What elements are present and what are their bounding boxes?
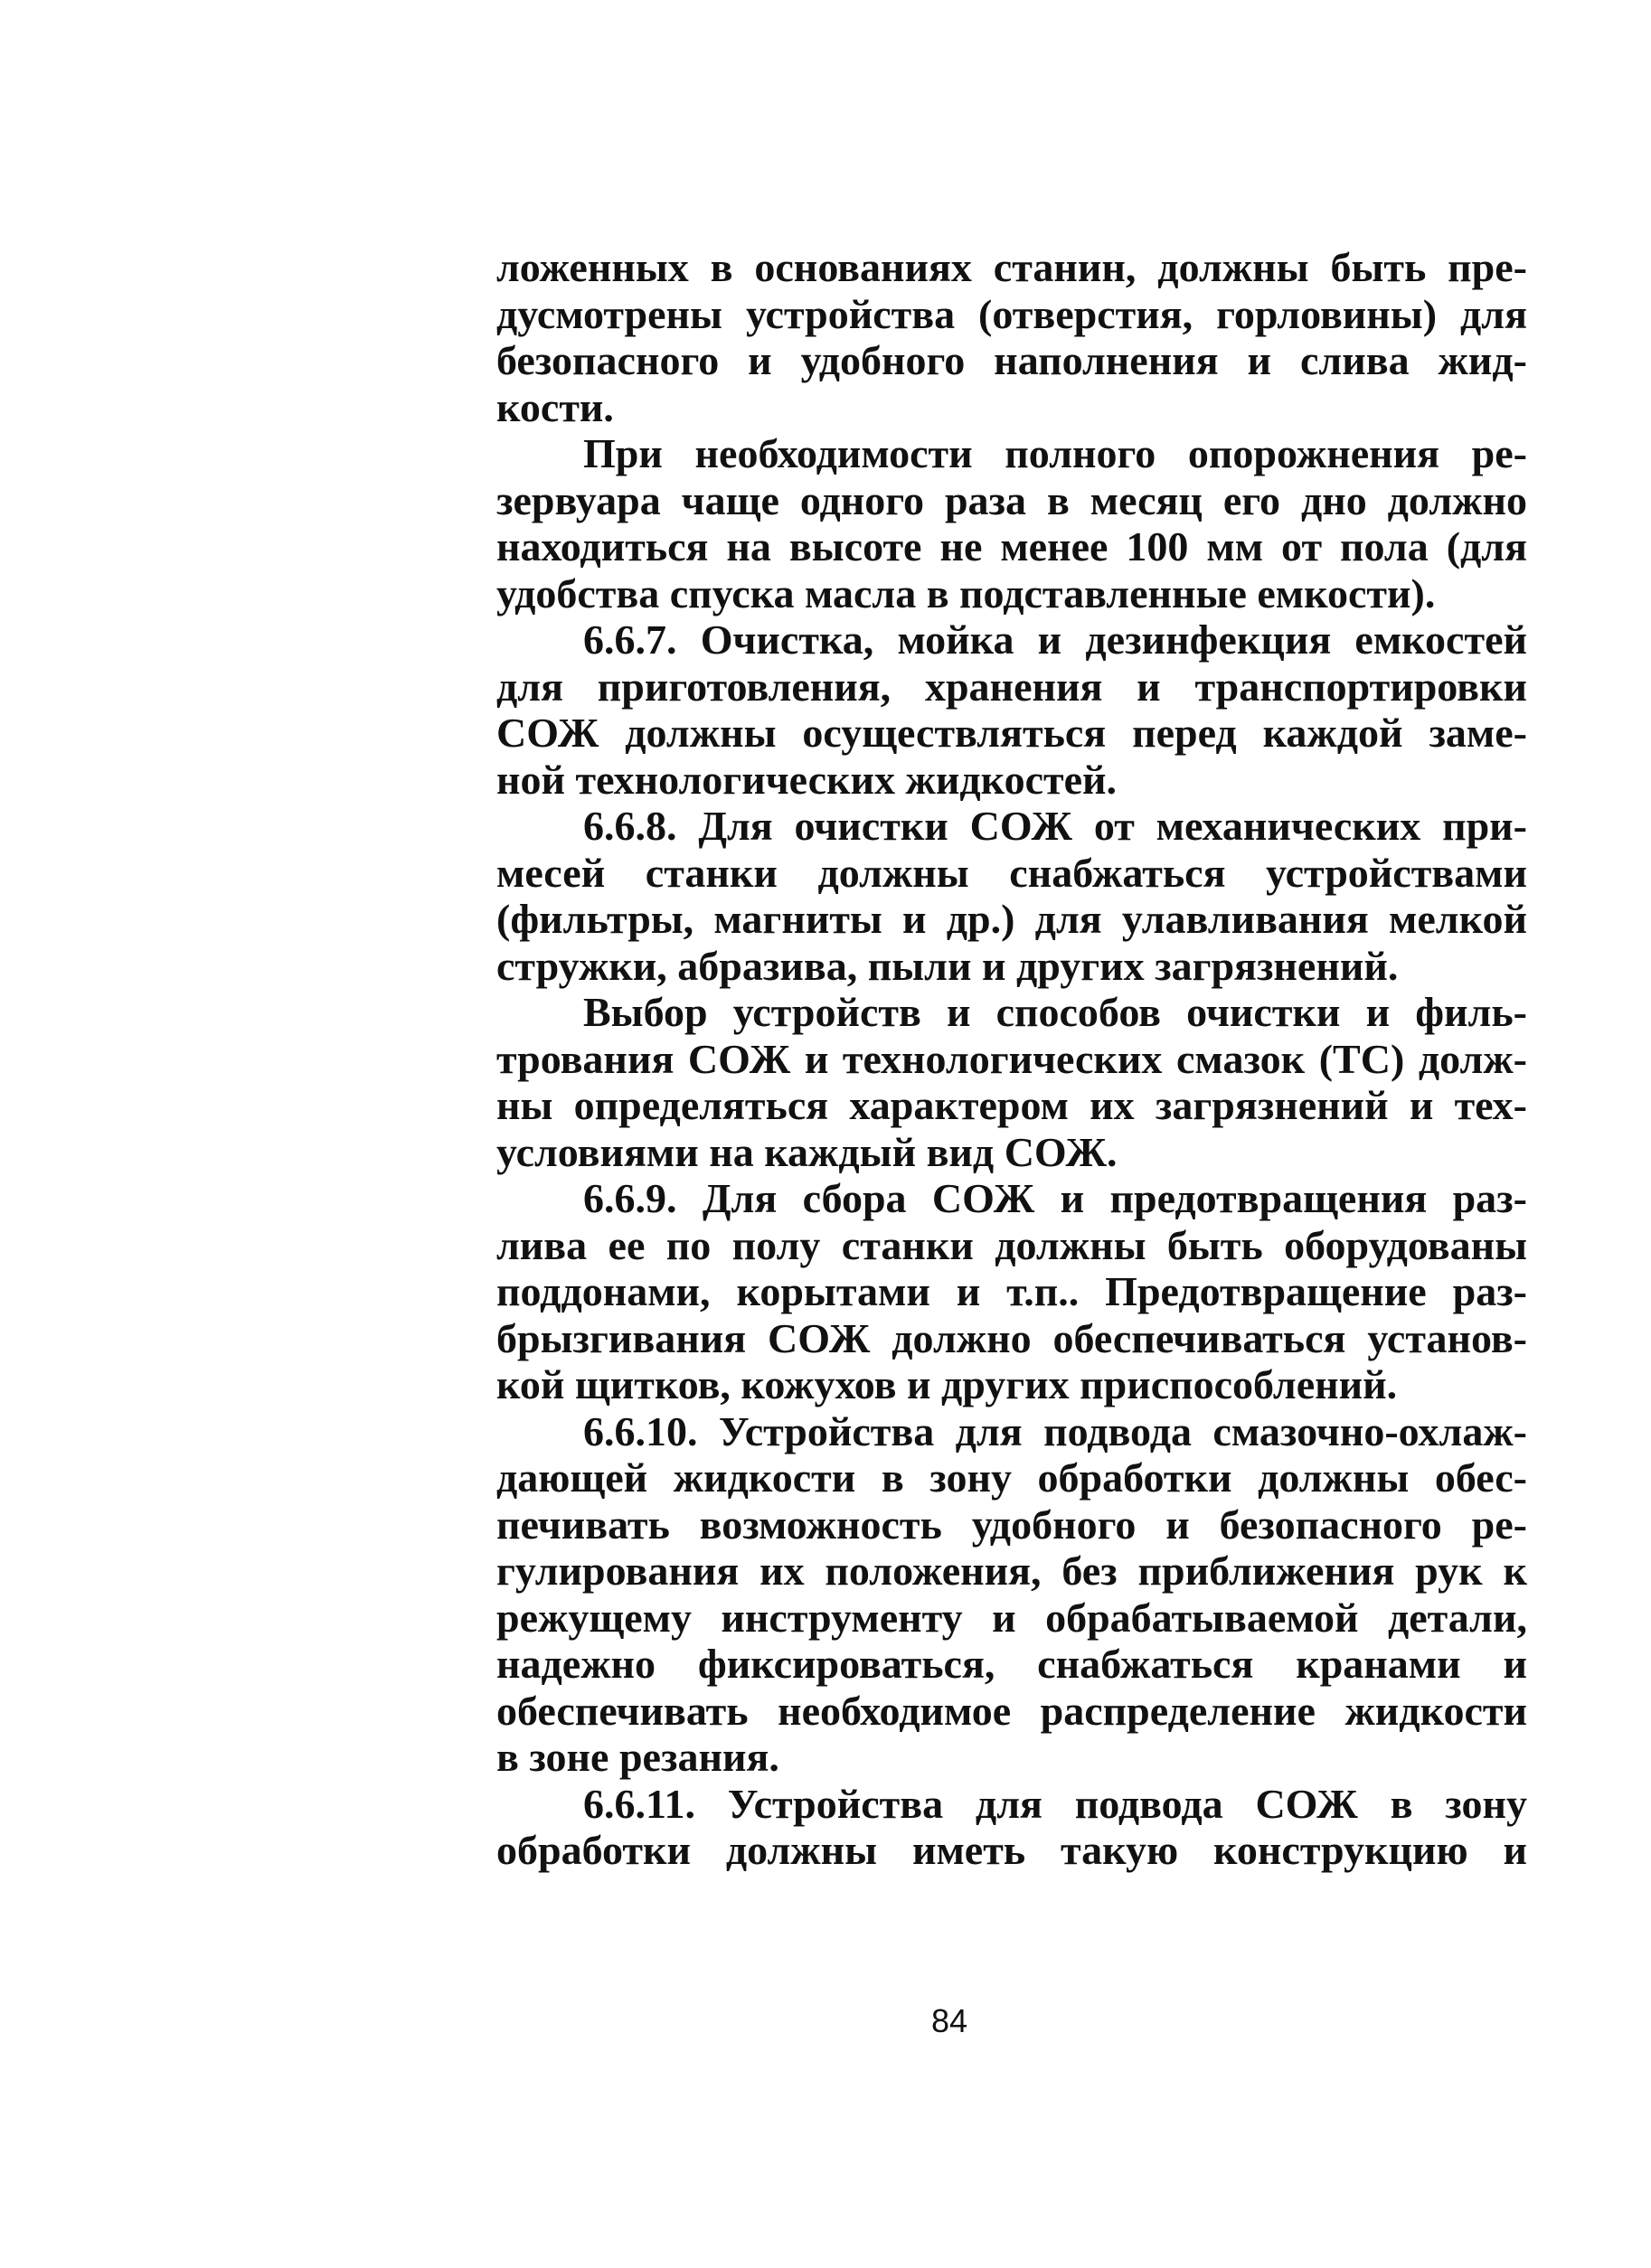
text-line: кости. xyxy=(496,383,614,430)
text-line: 6.6.8. Для очистки СОЖ от механических при- xyxy=(583,803,1527,849)
text-line: в зоне резания. xyxy=(496,1734,779,1780)
text-line: зервуара чаще одного раза в месяц его дно должно xyxy=(496,476,1527,523)
text-line: ложенных в основаниях станин, должны быть пре- xyxy=(496,244,1527,290)
text-line: обеспечивать необходимое распределение жидкости xyxy=(496,1687,1527,1734)
page-number: 84 xyxy=(930,2002,968,2039)
text-line: условиями на каждый вид СОЖ. xyxy=(496,1128,1118,1175)
text-line: поддонами, корытами и т.п.. Предотвращение раз- xyxy=(496,1268,1527,1314)
text-line: обработки должны иметь такую конструкцию и xyxy=(496,1827,1527,1873)
text-line: трования СОЖ и технологических смазок (ТС) долж- xyxy=(496,1035,1527,1082)
text-line: находиться на высоте не менее 100 мм от пола (для xyxy=(496,523,1527,569)
text-line: (фильтры, магниты и др.) для улавливания мелкой xyxy=(496,896,1527,942)
text-line: удобства спуска масла в подставленные емкости). xyxy=(496,569,1436,616)
text-line: 6.6.7. Очистка, мойка и дезинфекция емкостей xyxy=(583,616,1527,663)
text-line: 6.6.9. Для сбора СОЖ и предотвращения раз- xyxy=(583,1175,1527,1221)
text-line: безопасного и удобного наполнения и слива жид- xyxy=(496,337,1527,383)
text-line: гулирования их положения, без приближения рук к xyxy=(496,1548,1527,1594)
text-line: Выбор устройств и способов очистки и филь- xyxy=(583,989,1527,1035)
text-line: 6.6.10. Устройства для подвода смазочно-охлаж- xyxy=(583,1407,1527,1454)
text-line: ны определяться характером их загрязнений и тех- xyxy=(496,1082,1527,1128)
text-line: дусмотрены устройства (отверстия, горловины) для xyxy=(496,290,1527,337)
text-line: ной технологических жидкостей. xyxy=(496,756,1118,803)
text-line: лива ее по полу станки должны быть оборудованы xyxy=(496,1221,1527,1268)
text-line: печивать возможность удобного и безопасного ре- xyxy=(496,1501,1527,1548)
text-line: кой щитков, кожухов и других приспособлений. xyxy=(496,1361,1398,1407)
text-line: месей станки должны снабжаться устройствами xyxy=(496,849,1527,896)
text-line: стружки, абразива, пыли и других загрязнений. xyxy=(496,942,1399,989)
text-line: 6.6.11. Устройства для подвода СОЖ в зону xyxy=(583,1780,1527,1827)
body-text xyxy=(496,244,1527,1874)
text-line: для приготовления, хранения и транспортировки xyxy=(496,663,1527,710)
text-line: При необходимости полного опорожнения ре- xyxy=(583,430,1527,476)
text-line: режущему инструменту и обрабатываемой детали, xyxy=(496,1594,1527,1641)
text-line: надежно фиксироваться, снабжаться кранами и xyxy=(496,1641,1527,1687)
text-line: брызгивания СОЖ должно обеспечиваться установ- xyxy=(496,1314,1527,1361)
text-line: дающей жидкости в зону обработки должны обес- xyxy=(496,1454,1527,1501)
text-line: СОЖ должны осуществляться перед каждой заме- xyxy=(496,710,1527,756)
